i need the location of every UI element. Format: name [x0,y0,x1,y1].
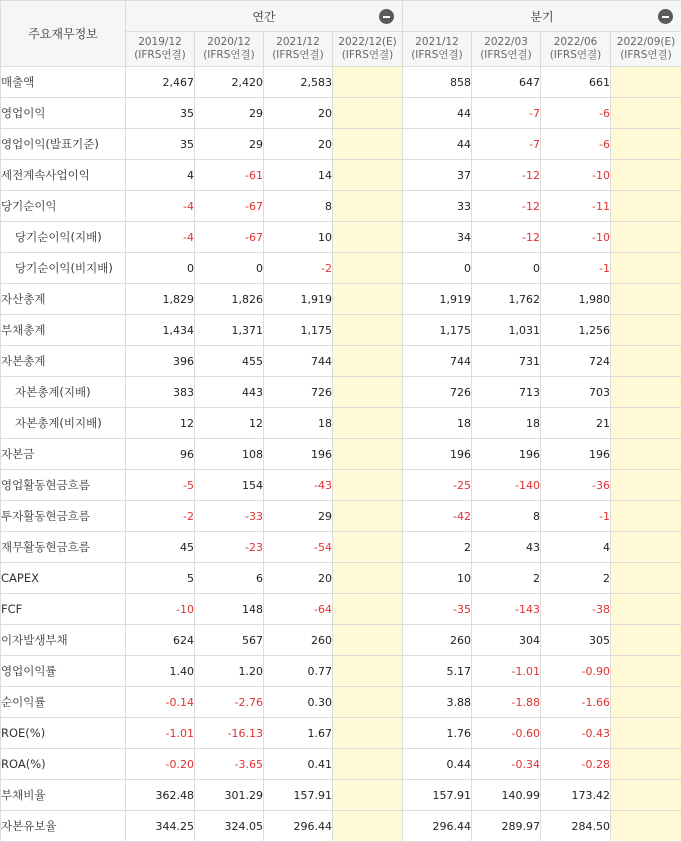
value-cell: 1,762 [472,284,541,315]
value-cell: 1,031 [472,315,541,346]
row-label: 매출액 [1,67,126,98]
value-cell [611,346,681,377]
period-basis: (IFRS연결) [264,49,332,62]
row-label: ROA(%) [1,749,126,780]
period-header [195,32,264,67]
value-cell: -35 [403,594,472,625]
value-cell: 724 [541,346,611,377]
value-cell: 1,829 [126,284,195,315]
value-cell: -12 [472,191,541,222]
value-cell: 140.99 [472,780,541,811]
value-cell: 44 [403,98,472,129]
value-cell: -1 [541,253,611,284]
value-cell: -143 [472,594,541,625]
value-cell: -2.76 [195,687,264,718]
value-cell [333,191,403,222]
quarterly-group-header [403,1,681,32]
value-cell [333,315,403,346]
value-cell [333,408,403,439]
value-cell: 1,175 [264,315,333,346]
value-cell [611,129,681,160]
value-cell [333,253,403,284]
value-cell: 0.30 [264,687,333,718]
value-cell: 2 [541,563,611,594]
period-header [333,32,403,67]
period-label: 2022/12(E) [333,36,402,49]
table-row [1,625,681,656]
value-cell: -0.14 [126,687,195,718]
value-cell [611,98,681,129]
value-cell [333,160,403,191]
row-label: 재무활동현금흐름 [1,532,126,563]
value-cell [333,98,403,129]
value-cell: 10 [403,563,472,594]
value-cell: -64 [264,594,333,625]
value-cell: 35 [126,129,195,160]
table-row [1,98,681,129]
value-cell [611,160,681,191]
value-cell [611,315,681,346]
value-cell [333,718,403,749]
value-cell: 29 [195,129,264,160]
value-cell [611,532,681,563]
value-cell: 2,583 [264,67,333,98]
row-label: 자산총계 [1,284,126,315]
row-label: 부채총계 [1,315,126,346]
value-cell [333,687,403,718]
value-cell: 157.91 [403,780,472,811]
table-row [1,749,681,780]
value-cell: 18 [472,408,541,439]
value-cell: 0 [126,253,195,284]
group-header-row [1,1,681,32]
period-header [541,32,611,67]
row-label: 영업이익률 [1,656,126,687]
period-label: 2020/12 [195,36,263,49]
value-cell [611,222,681,253]
row-label: 영업이익 [1,98,126,129]
value-cell: -0.60 [472,718,541,749]
value-cell: -1.88 [472,687,541,718]
table-row [1,780,681,811]
value-cell [333,377,403,408]
value-cell: -42 [403,501,472,532]
value-cell: 5 [126,563,195,594]
period-basis: (IFRS연결) [611,49,681,62]
table-row [1,67,681,98]
table-row [1,377,681,408]
value-cell: -54 [264,532,333,563]
row-label: 순이익률 [1,687,126,718]
value-cell: 289.97 [472,811,541,842]
value-cell: 301.29 [195,780,264,811]
value-cell: 8 [264,191,333,222]
value-cell: 33 [403,191,472,222]
row-label: 이자발생부채 [1,625,126,656]
value-cell: 0.41 [264,749,333,780]
value-cell: 148 [195,594,264,625]
value-cell: 157.91 [264,780,333,811]
value-cell: 0.77 [264,656,333,687]
row-label: 자본총계(비지배) [1,408,126,439]
period-label: 2022/09(E) [611,36,681,49]
value-cell [333,470,403,501]
value-cell: 1.20 [195,656,264,687]
table-row [1,532,681,563]
table-row [1,439,681,470]
value-cell: 43 [472,532,541,563]
value-cell: -2 [264,253,333,284]
value-cell: 196 [541,439,611,470]
value-cell: -0.20 [126,749,195,780]
table-row [1,470,681,501]
value-cell: 305 [541,625,611,656]
value-cell: 44 [403,129,472,160]
value-cell [333,811,403,842]
value-cell: 443 [195,377,264,408]
value-cell: 37 [403,160,472,191]
value-cell: 45 [126,532,195,563]
value-cell: 196 [472,439,541,470]
quarterly-group-title: 분기 [530,8,553,25]
value-cell: 396 [126,346,195,377]
value-cell: -1.01 [472,656,541,687]
value-cell [611,501,681,532]
value-cell: -67 [195,191,264,222]
period-header [126,32,195,67]
value-cell [611,67,681,98]
row-label: FCF [1,594,126,625]
value-cell: 455 [195,346,264,377]
financial-rows [1,67,681,842]
value-cell: -6 [541,98,611,129]
value-cell: -7 [472,129,541,160]
value-cell: -43 [264,470,333,501]
row-label: 영업활동현금흐름 [1,470,126,501]
table-row [1,594,681,625]
value-cell [611,718,681,749]
value-cell: 18 [264,408,333,439]
value-cell: 2,420 [195,67,264,98]
value-cell: 3.88 [403,687,472,718]
value-cell: 20 [264,98,333,129]
row-label: 당기순이익(비지배) [1,253,126,284]
value-cell [333,284,403,315]
annual-group-title: 연간 [252,8,275,25]
row-label: 자본총계(지배) [1,377,126,408]
value-cell: -0.43 [541,718,611,749]
value-cell: 35 [126,98,195,129]
value-cell: 1.76 [403,718,472,749]
value-cell: -140 [472,470,541,501]
value-cell: 6 [195,563,264,594]
value-cell: 14 [264,160,333,191]
value-cell [611,594,681,625]
value-cell: 1.40 [126,656,195,687]
value-cell: 4 [126,160,195,191]
period-label: 2022/03 [472,36,540,49]
row-label: 세전계속사업이익 [1,160,126,191]
value-cell: 296.44 [403,811,472,842]
value-cell: 383 [126,377,195,408]
value-cell: -12 [472,222,541,253]
period-header [472,32,541,67]
value-cell: -2 [126,501,195,532]
value-cell [333,67,403,98]
table-row [1,687,681,718]
value-cell: 1,371 [195,315,264,346]
value-cell: 1,919 [264,284,333,315]
value-cell: 2 [472,563,541,594]
value-cell: 8 [472,501,541,532]
value-cell: 1.67 [264,718,333,749]
value-cell: 96 [126,439,195,470]
value-cell: -10 [126,594,195,625]
value-cell: 20 [264,129,333,160]
value-cell [611,439,681,470]
value-cell: 196 [403,439,472,470]
value-cell: 34 [403,222,472,253]
table-row [1,160,681,191]
value-cell [333,656,403,687]
period-header [264,32,333,67]
value-cell: -7 [472,98,541,129]
collapse-quarterly-icon[interactable] [658,9,673,24]
value-cell: 304 [472,625,541,656]
value-cell [611,253,681,284]
value-cell: 567 [195,625,264,656]
value-cell: -0.90 [541,656,611,687]
value-cell: 344.25 [126,811,195,842]
value-cell: 744 [264,346,333,377]
value-cell: 2,467 [126,67,195,98]
value-cell: 703 [541,377,611,408]
row-label: 당기순이익(지배) [1,222,126,253]
annual-group-header [126,1,403,32]
value-cell [611,563,681,594]
row-label: 자본유보율 [1,811,126,842]
value-cell: 713 [472,377,541,408]
value-cell: 1,175 [403,315,472,346]
period-basis: (IFRS연결) [403,49,471,62]
value-cell: 12 [195,408,264,439]
period-header [403,32,472,67]
row-label: 부채비율 [1,780,126,811]
value-cell: 154 [195,470,264,501]
value-cell: 2 [403,532,472,563]
row-label: 자본금 [1,439,126,470]
value-cell: -25 [403,470,472,501]
value-cell: 744 [403,346,472,377]
value-cell: -38 [541,594,611,625]
value-cell: -12 [472,160,541,191]
value-cell: 21 [541,408,611,439]
value-cell: 284.50 [541,811,611,842]
value-cell [611,811,681,842]
period-basis: (IFRS연결) [333,49,402,62]
value-cell [333,129,403,160]
period-basis: (IFRS연결) [195,49,263,62]
table-row [1,129,681,160]
value-cell: 731 [472,346,541,377]
period-label: 2021/12 [403,36,471,49]
table-row [1,501,681,532]
value-cell: 4 [541,532,611,563]
value-cell: -16.13 [195,718,264,749]
table-row [1,222,681,253]
value-cell: 1,980 [541,284,611,315]
value-cell [333,222,403,253]
value-cell: 196 [264,439,333,470]
collapse-annual-icon[interactable] [379,9,394,24]
value-cell: 10 [264,222,333,253]
value-cell: -10 [541,222,611,253]
value-cell: 173.42 [541,780,611,811]
period-label: 2021/12 [264,36,332,49]
value-cell: -0.28 [541,749,611,780]
value-cell: -4 [126,222,195,253]
value-cell [611,377,681,408]
value-cell: 362.48 [126,780,195,811]
value-cell [333,501,403,532]
value-cell: -0.34 [472,749,541,780]
value-cell [333,594,403,625]
row-label: CAPEX [1,563,126,594]
value-cell: 0 [403,253,472,284]
value-cell: 0 [472,253,541,284]
table-row [1,811,681,842]
value-cell: -1.01 [126,718,195,749]
value-cell: 726 [403,377,472,408]
value-cell: 1,919 [403,284,472,315]
table-row [1,253,681,284]
value-cell [611,625,681,656]
period-label: 2022/06 [541,36,610,49]
value-cell [333,780,403,811]
table-row [1,563,681,594]
value-cell: -61 [195,160,264,191]
value-cell: 29 [195,98,264,129]
row-label: 자본총계 [1,346,126,377]
period-header [611,32,681,67]
corner-label: 주요재무정보 [1,1,126,67]
value-cell: 1,256 [541,315,611,346]
value-cell: 18 [403,408,472,439]
value-cell: 647 [472,67,541,98]
table-row [1,408,681,439]
value-cell [611,687,681,718]
value-cell: 1,826 [195,284,264,315]
value-cell [333,749,403,780]
period-basis: (IFRS연결) [126,49,194,62]
value-cell [611,656,681,687]
value-cell [611,284,681,315]
table-row [1,346,681,377]
period-label: 2019/12 [126,36,194,49]
value-cell [333,563,403,594]
value-cell: -11 [541,191,611,222]
value-cell: -10 [541,160,611,191]
value-cell: 858 [403,67,472,98]
table-row [1,718,681,749]
value-cell: 296.44 [264,811,333,842]
value-cell: 0.44 [403,749,472,780]
value-cell [611,749,681,780]
value-cell: 324.05 [195,811,264,842]
value-cell: 1,434 [126,315,195,346]
row-label: 투자활동현금흐름 [1,501,126,532]
value-cell: 726 [264,377,333,408]
value-cell [611,780,681,811]
value-cell: -23 [195,532,264,563]
value-cell: 260 [403,625,472,656]
value-cell [333,625,403,656]
value-cell: -33 [195,501,264,532]
value-cell: -1.66 [541,687,611,718]
value-cell [611,470,681,501]
value-cell: 5.17 [403,656,472,687]
row-label: 영업이익(발표기준) [1,129,126,160]
value-cell [333,439,403,470]
value-cell: -36 [541,470,611,501]
value-cell: 661 [541,67,611,98]
value-cell: 20 [264,563,333,594]
value-cell: 0 [195,253,264,284]
value-cell: -3.65 [195,749,264,780]
value-cell: -1 [541,501,611,532]
value-cell [611,408,681,439]
period-basis: (IFRS연결) [541,49,610,62]
table-row [1,315,681,346]
value-cell: 12 [126,408,195,439]
row-label: 당기순이익 [1,191,126,222]
value-cell: -67 [195,222,264,253]
period-basis: (IFRS연결) [472,49,540,62]
value-cell: -6 [541,129,611,160]
value-cell [333,532,403,563]
table-row [1,284,681,315]
value-cell: 108 [195,439,264,470]
value-cell [611,191,681,222]
value-cell: -4 [126,191,195,222]
row-label: ROE(%) [1,718,126,749]
value-cell: 260 [264,625,333,656]
value-cell: 624 [126,625,195,656]
value-cell: 29 [264,501,333,532]
table-row [1,191,681,222]
value-cell [333,346,403,377]
value-cell: -5 [126,470,195,501]
table-row [1,656,681,687]
